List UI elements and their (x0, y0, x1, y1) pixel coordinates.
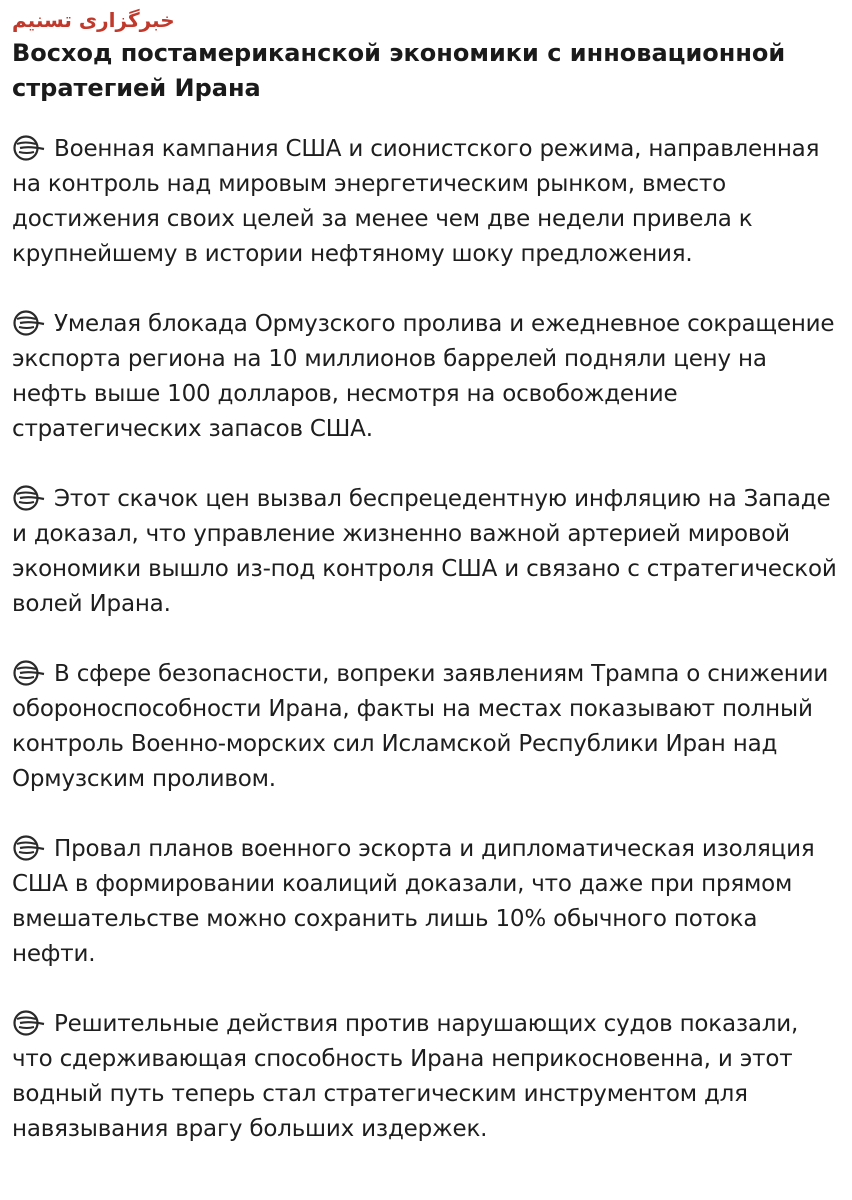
paragraph-1 (12, 132, 840, 272)
paragraph-text: Военная кампания США и сионистского режима, направленная на контроль над мировым энергетическим рынком, вместо достижения своих целей за менее чем две недели привела к крупнейшему в истории нефтяному шоку предложения. (12, 136, 820, 267)
paragraph-5 (12, 832, 840, 972)
paragraph-text: Умелая блокада Ормузского пролива и ежедневное сокращение экспорта региона на 10 миллионов баррелей подняли цену на нефть выше 100 долларов, несмотря на освобождение стратегических запасов США. (12, 311, 835, 442)
paragraph-3 (12, 482, 840, 622)
post (12, 4, 840, 1147)
paragraph-6 (12, 1007, 840, 1147)
paragraph-text: Решительные действия против нарушающих судов показали, что сдерживающая способность Ирана неприкосновенна, и этот водный путь теперь стал стратегическим инструментом для навязывания врагу больших издержек. (12, 1011, 799, 1142)
emblem-circle-icon (12, 835, 46, 861)
emblem-circle-icon (12, 485, 46, 511)
post-title: Восход постамериканской экономики с инновационной стратегией Ирана (12, 39, 786, 102)
paragraph-text: Провал планов военного эскорта и дипломатическая изоляция США в формировании коалиций доказали, что даже при прямом вмешательстве можно сохранить лишь 10% обычного потока нефти. (12, 836, 815, 967)
paragraph-text: В сфере безопасности, вопреки заявлениям Трампа о снижении обороноспособности Ирана, факты на местах показывают полный контроль Военно-морских сил Исламской Республики Иран над Ормузским проливом. (12, 661, 829, 792)
paragraph-2 (12, 307, 840, 447)
emblem-circle-icon (12, 660, 46, 686)
post-body (12, 132, 840, 1147)
news-source-label: خبرگزاری تسنیم (12, 8, 175, 32)
emblem-circle-icon (12, 310, 46, 336)
emblem-circle-icon (12, 1010, 46, 1036)
paragraph-text: Этот скачок цен вызвал беспрецедентную инфляцию на Западе и доказал, что управление жизненно важной артерией мировой экономики вышло из-под контроля США и связано с стратегической волей Ирана. (12, 486, 837, 617)
paragraph-4 (12, 657, 840, 797)
emblem-circle-icon (12, 135, 46, 161)
